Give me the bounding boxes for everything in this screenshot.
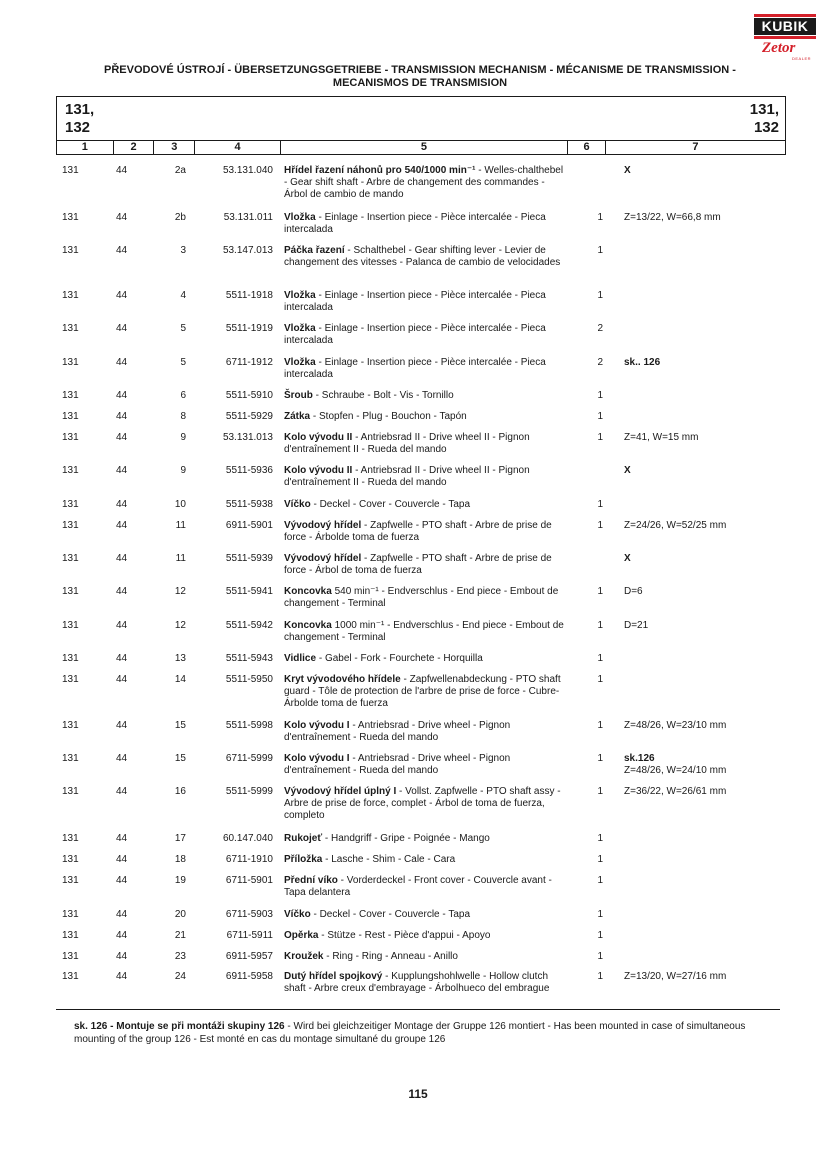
cell-description-name: Kolo vývodu II <box>284 432 353 443</box>
cell-model: 131 <box>62 833 79 844</box>
cell-quantity: 1 <box>597 290 603 301</box>
cell-description-name: Koncovka <box>284 620 332 631</box>
cell-model: 131 <box>62 875 79 886</box>
cell-group: 44 <box>116 165 128 176</box>
model-right-line1: 131, <box>749 101 779 118</box>
cell-description-name: Vložka <box>284 357 316 368</box>
table-bottom-rule <box>56 1009 780 1010</box>
cell-group: 44 <box>116 290 128 301</box>
cell-quantity: 1 <box>597 971 603 982</box>
cell-description <box>284 786 568 822</box>
cell-description-text: - Einlage - Insertion piece - Pièce intercalée - Pieca intercalada <box>284 357 546 380</box>
cell-note-text: Z=24/26, W=52/25 mm <box>624 520 727 531</box>
column-header: 4 <box>195 141 281 154</box>
cell-group: 44 <box>116 499 128 510</box>
footnote-bold: sk. 126 - Montuje se při montáži skupiny 126 <box>74 1021 285 1032</box>
cell-description-name: Vložka <box>284 212 316 223</box>
cell-group: 44 <box>116 854 128 865</box>
cell-description <box>284 875 568 899</box>
column-header: 3 <box>154 141 195 154</box>
cell-part-number: 60.147.040 <box>222 833 273 844</box>
kubik-zetor-logo <box>754 14 820 60</box>
cell-part-number: 5511-5998 <box>225 720 273 731</box>
cell-position: 19 <box>174 875 186 886</box>
cell-note-text: Z=13/20, W=27/16 mm <box>624 971 727 982</box>
cell-model: 131 <box>62 390 79 401</box>
cell-description <box>284 753 568 777</box>
cell-note-text: Z=41, W=15 mm <box>624 432 699 443</box>
cell-description <box>284 520 568 544</box>
cell-model: 131 <box>62 245 79 256</box>
cell-group: 44 <box>116 875 128 886</box>
cell-part-number: 5511-5929 <box>225 411 273 422</box>
cell-position: 8 <box>180 411 186 422</box>
cell-description-text: - Zapfwellenabdeckung - PTO shaft guard - Tôle de protection de l'arbre de prise de force - Cubre-Árbolde toma de fuerza <box>284 674 561 709</box>
cell-description-name: Kolo vývodu I <box>284 720 350 731</box>
cell-description <box>284 465 568 489</box>
cell-description <box>284 390 568 402</box>
cell-description <box>284 212 568 236</box>
cell-description-name: Kryt vývodového hřídele <box>284 674 401 685</box>
cell-part-number: 5511-5943 <box>225 653 273 664</box>
cell-position: 9 <box>180 465 186 476</box>
footnote <box>74 1020 774 1046</box>
cell-description <box>284 620 568 644</box>
cell-description-name: Vývodový hřídel úplný I <box>284 786 397 797</box>
cell-position: 15 <box>174 720 186 731</box>
cell-position: 10 <box>174 499 186 510</box>
cell-part-number: 53.131.013 <box>222 432 273 443</box>
logo-bar-top <box>754 14 816 17</box>
cell-quantity: 2 <box>597 357 603 368</box>
cell-description <box>284 290 568 314</box>
cell-description-text: - Schraube - Bolt - Vis - Tornillo <box>312 390 454 401</box>
cell-description-text: - Deckel - Cover - Couvercle - Tapa <box>310 499 470 510</box>
cell-quantity: 1 <box>597 520 603 531</box>
cell-group: 44 <box>116 674 128 685</box>
cell-description <box>284 971 568 995</box>
cell-note <box>624 620 784 632</box>
page-number: 115 <box>408 1087 428 1101</box>
cell-quantity: 1 <box>597 951 603 962</box>
cell-description <box>284 674 568 710</box>
cell-part-number: 5511-5938 <box>225 499 273 510</box>
cell-group: 44 <box>116 520 128 531</box>
cell-description <box>284 432 568 456</box>
cell-quantity: 1 <box>597 432 603 443</box>
cell-description <box>284 854 568 866</box>
cell-note-text: D=21 <box>624 620 649 631</box>
cell-group: 44 <box>116 357 128 368</box>
cell-note-text: sk.126 <box>624 753 655 764</box>
cell-group: 44 <box>116 586 128 597</box>
cell-part-number: 5511-1919 <box>225 323 273 334</box>
cell-position: 6 <box>180 390 186 401</box>
cell-note <box>624 720 784 732</box>
cell-description-name: Zátka <box>284 411 311 422</box>
cell-description-text: - Antriebsrad - Drive wheel - Pignon d'entraînement - Rueda del mando <box>284 753 511 776</box>
cell-quantity: 1 <box>597 653 603 664</box>
column-header: 5 <box>281 141 568 154</box>
cell-description-name: Páčka řazení <box>284 245 345 256</box>
cell-position: 11 <box>175 520 186 531</box>
cell-note <box>624 465 784 477</box>
cell-description-name: Vložka <box>284 323 316 334</box>
cell-position: 2a <box>174 165 186 176</box>
cell-part-number: 5511-5936 <box>225 465 273 476</box>
cell-note-text: X <box>624 165 631 176</box>
cell-description <box>284 499 568 511</box>
cell-description-name: Kroužek <box>284 951 324 962</box>
logo-sub: Zetor <box>762 40 796 56</box>
cell-description-name: Dutý hřídel spojkový <box>284 971 383 982</box>
logo-brand: KUBIK <box>754 18 816 35</box>
cell-description-text: - Gabel - Fork - Fourchete - Horquilla <box>316 653 483 664</box>
cell-quantity: 1 <box>597 212 603 223</box>
page-title: PŘEVODOVÉ ÚSTROJÍ - ÜBERSETZUNGSGETRIEBE - TRANSMISSION MECHANISM - MÉCANISME DE TRANSMISSION - MECANISMOS DE TRANSMISION <box>104 64 736 89</box>
cell-quantity: 1 <box>597 875 603 886</box>
cell-position: 17 <box>174 833 186 844</box>
cell-note <box>624 357 784 369</box>
cell-note-text: Z=48/26, W=23/10 mm <box>624 720 727 731</box>
cell-model: 131 <box>62 212 79 223</box>
cell-part-number: 6911-5957 <box>225 951 273 962</box>
cell-description <box>284 909 568 921</box>
cell-model: 131 <box>62 786 79 797</box>
cell-position: 5 <box>180 323 186 334</box>
cell-quantity: 1 <box>597 720 603 731</box>
cell-description-text: - Vorderdeckel - Front cover - Couvercle avant - Tapa delantera <box>284 875 552 898</box>
cell-group: 44 <box>116 753 128 764</box>
cell-quantity: 1 <box>597 753 603 764</box>
cell-part-number: 5511-5999 <box>225 786 273 797</box>
cell-description <box>284 357 568 381</box>
column-header: 6 <box>568 141 606 154</box>
cell-description-text: - Einlage - Insertion piece - Pièce intercalée - Pieca intercalada <box>284 290 546 313</box>
column-header: 2 <box>114 141 155 154</box>
cell-description-text: 1000 min⁻¹ - Endverschlus - End piece - Embout de changement - Terminal <box>284 620 564 643</box>
cell-description-text: - Einlage - Insertion piece - Pièce intercalée - Pieca intercalada <box>284 212 546 235</box>
cell-quantity: 1 <box>597 833 603 844</box>
cell-quantity: 1 <box>597 909 603 920</box>
cell-description-text: - Vollst. Zapfwelle - PTO shaft assy - Arbre de prise de force, complet - Árbol de toma de fuerza, completo <box>284 786 561 821</box>
cell-model: 131 <box>62 909 79 920</box>
cell-part-number: 5511-5910 <box>225 390 273 401</box>
cell-description <box>284 586 568 610</box>
footnote-text: - Wird bei gleichzeitiger Montage der Gruppe 126 montiert - Has been mounted in case of simultaneous mounting of the group 126 - Est monté en cas du montage simultané du groupe 126 <box>74 1021 746 1045</box>
cell-group: 44 <box>116 553 128 564</box>
model-header <box>56 96 786 141</box>
cell-group: 44 <box>116 971 128 982</box>
cell-description <box>284 930 568 942</box>
cell-group: 44 <box>116 432 128 443</box>
cell-position: 23 <box>174 951 186 962</box>
cell-quantity: 1 <box>597 586 603 597</box>
cell-description-text: - Antriebsrad - Drive wheel - Pignon d'entraînement - Rueda del mando <box>284 720 511 743</box>
cell-description-name: Kolo vývodu II <box>284 465 353 476</box>
cell-note <box>624 520 784 532</box>
cell-description-text: - Einlage - Insertion piece - Pièce intercalée - Pieca intercalada <box>284 323 546 346</box>
cell-model: 131 <box>62 854 79 865</box>
cell-description-text: - Stopfen - Plug - Bouchon - Tapón <box>310 411 467 422</box>
cell-position: 21 <box>174 930 186 941</box>
cell-part-number: 6911-5901 <box>225 520 273 531</box>
cell-description <box>284 165 568 201</box>
cell-part-number: 53.131.040 <box>222 165 273 176</box>
cell-description-text: - Schalthebel - Gear shifting lever - Levier de changement des vitesses - Palanca de cambio de velocidades <box>284 245 561 268</box>
cell-note-text: X <box>624 553 631 564</box>
cell-group: 44 <box>116 833 128 844</box>
cell-model: 131 <box>62 520 79 531</box>
cell-group: 44 <box>116 323 128 334</box>
cell-quantity: 1 <box>597 411 603 422</box>
logo-tag: DEALER <box>792 56 812 61</box>
cell-description <box>284 653 568 665</box>
column-header: 1 <box>57 141 114 154</box>
cell-model: 131 <box>62 586 79 597</box>
cell-model: 131 <box>62 432 79 443</box>
cell-part-number: 6711-1912 <box>225 357 273 368</box>
cell-part-number: 6711-5911 <box>226 930 273 941</box>
cell-note <box>624 786 784 798</box>
cell-quantity: 1 <box>597 390 603 401</box>
cell-position: 13 <box>174 653 186 664</box>
cell-note-text: Z=13/22, W=66,8 mm <box>624 212 721 223</box>
cell-description-text: - Deckel - Cover - Couvercle - Tapa <box>310 909 470 920</box>
cell-note <box>624 971 784 983</box>
cell-model: 131 <box>62 465 79 476</box>
cell-description-name: Víčko <box>284 909 311 920</box>
model-right-line2: 132 <box>753 119 779 136</box>
cell-quantity: 1 <box>597 245 603 256</box>
cell-description-text: - Kupplungshohlwelle - Hollow clutch shaft - Arbre creux d'embrayage - Árbolhueco del embrague <box>284 971 550 994</box>
cell-position: 20 <box>174 909 186 920</box>
cell-position: 3 <box>180 245 186 256</box>
cell-model: 131 <box>62 411 79 422</box>
cell-description-name: Příložka <box>284 854 323 865</box>
cell-description-name: Vložka <box>284 290 316 301</box>
cell-description-name: Vývodový hřídel <box>284 553 362 564</box>
cell-quantity: 1 <box>597 499 603 510</box>
cell-quantity: 1 <box>597 786 603 797</box>
cell-position: 5 <box>180 357 186 368</box>
cell-part-number: 5511-5939 <box>225 553 273 564</box>
cell-note <box>624 553 784 565</box>
cell-position: 16 <box>174 786 186 797</box>
cell-part-number: 5511-5941 <box>225 586 273 597</box>
model-left-line2: 132 <box>65 119 91 136</box>
cell-model: 131 <box>62 930 79 941</box>
cell-part-number: 6711-5901 <box>225 875 273 886</box>
cell-position: 24 <box>174 971 186 982</box>
cell-model: 131 <box>62 753 79 764</box>
cell-group: 44 <box>116 411 128 422</box>
cell-part-number: 6711-5903 <box>225 909 273 920</box>
cell-description-text: - Ring - Ring - Anneau - Anillo <box>323 951 458 962</box>
cell-model: 131 <box>62 951 79 962</box>
cell-description-text: - Lasche - Shim - Cale - Cara <box>322 854 456 865</box>
cell-group: 44 <box>116 620 128 631</box>
column-header-row <box>56 140 786 155</box>
cell-description-text: - Antriebsrad II - Drive wheel II - Pignon d'entraînement II - Rueda del mando <box>284 465 530 488</box>
cell-description <box>284 951 568 963</box>
cell-description <box>284 833 568 845</box>
cell-note <box>624 212 784 224</box>
cell-description-name: Víčko <box>284 499 311 510</box>
cell-group: 44 <box>116 465 128 476</box>
cell-description-text: - Handgriff - Gripe - Poignée - Mango <box>322 833 490 844</box>
cell-group: 44 <box>116 786 128 797</box>
cell-description-text: - Welles-chalthebel - Gear shift shaft - Arbre de changement des commandes - Árbol de cambio de mando <box>284 165 564 200</box>
cell-position: 2b <box>174 212 186 223</box>
cell-quantity: 1 <box>597 620 603 631</box>
cell-description-name: Koncovka <box>284 586 332 597</box>
cell-part-number: 5511-5942 <box>225 620 273 631</box>
cell-position: 14 <box>174 674 186 685</box>
cell-position: 11 <box>175 553 186 564</box>
cell-note-text-2: Z=48/26, W=24/10 mm <box>624 765 727 776</box>
cell-note <box>624 165 784 177</box>
cell-model: 131 <box>62 620 79 631</box>
cell-group: 44 <box>116 720 128 731</box>
cell-model: 131 <box>62 674 79 685</box>
cell-group: 44 <box>116 951 128 962</box>
cell-model: 131 <box>62 720 79 731</box>
cell-description <box>284 411 568 423</box>
cell-description-name: Opěrka <box>284 930 319 941</box>
cell-note-text: X <box>624 465 631 476</box>
cell-description-name: Šroub <box>284 390 313 401</box>
cell-group: 44 <box>116 212 128 223</box>
cell-quantity: 1 <box>597 674 603 685</box>
cell-note <box>624 586 784 598</box>
cell-position: 18 <box>174 854 186 865</box>
cell-position: 12 <box>174 586 186 597</box>
model-left <box>65 101 94 137</box>
cell-model: 131 <box>62 499 79 510</box>
cell-model: 131 <box>62 323 79 334</box>
cell-description <box>284 245 568 269</box>
cell-model: 131 <box>62 971 79 982</box>
cell-description-name: Vidlice <box>284 653 317 664</box>
cell-description-name: Přední víko <box>284 875 338 886</box>
model-left-line1: 131, <box>65 101 95 118</box>
cell-quantity: 1 <box>597 930 603 941</box>
cell-model: 131 <box>62 357 79 368</box>
cell-model: 131 <box>62 553 79 564</box>
cell-description-text: 540 min⁻¹ - Endverschlus - End piece - Embout de changement - Terminal <box>284 586 559 609</box>
cell-description-name: Kolo vývodu I <box>284 753 350 764</box>
cell-description <box>284 720 568 744</box>
cell-part-number: 53.131.011 <box>223 212 273 223</box>
cell-part-number: 53.147.013 <box>222 245 273 256</box>
cell-position: 15 <box>174 753 186 764</box>
cell-description-name: Hřídel řazení náhonů pro 540/1000 min⁻¹ <box>284 165 476 176</box>
cell-description-name: Rukojeť <box>284 833 323 844</box>
column-header: 7 <box>692 141 699 153</box>
cell-quantity: 1 <box>597 854 603 865</box>
cell-description-text: - Zapfwelle - PTO shaft - Arbre de prise de force - Árbol de toma de fuerza <box>284 553 552 576</box>
cell-quantity: 2 <box>597 323 603 334</box>
cell-part-number: 5511-5950 <box>225 674 273 685</box>
cell-description-text: - Stütze - Rest - Pièce d'appui - Apoyo <box>318 930 491 941</box>
cell-part-number: 6711-1910 <box>225 854 273 865</box>
cell-group: 44 <box>116 909 128 920</box>
cell-description <box>284 323 568 347</box>
cell-model: 131 <box>62 653 79 664</box>
cell-model: 131 <box>62 165 79 176</box>
cell-note <box>624 432 784 444</box>
cell-position: 12 <box>174 620 186 631</box>
cell-group: 44 <box>116 653 128 664</box>
cell-group: 44 <box>116 245 128 256</box>
cell-description-name: Vývodový hřídel <box>284 520 362 531</box>
cell-position: 4 <box>180 290 186 301</box>
model-right <box>750 101 779 137</box>
cell-description-text: - Antriebsrad II - Drive wheel II - Pignon d'entraînement II - Rueda del mando <box>284 432 530 455</box>
cell-group: 44 <box>116 390 128 401</box>
cell-note-text: D=6 <box>624 586 643 597</box>
logo-bar-middle <box>754 36 816 39</box>
cell-note-text: Z=36/22, W=26/61 mm <box>624 786 727 797</box>
cell-part-number: 6711-5999 <box>225 753 273 764</box>
cell-description <box>284 553 568 577</box>
cell-position: 9 <box>180 432 186 443</box>
cell-part-number: 5511-1918 <box>225 290 273 301</box>
cell-group: 44 <box>116 930 128 941</box>
cell-description-text: - Zapfwelle - PTO shaft - Arbre de prise de force - Árbolde toma de fuerza <box>284 520 552 543</box>
cell-model: 131 <box>62 290 79 301</box>
cell-note <box>624 753 784 777</box>
cell-part-number: 6911-5958 <box>225 971 273 982</box>
cell-note-text: sk.. 126 <box>624 357 661 368</box>
